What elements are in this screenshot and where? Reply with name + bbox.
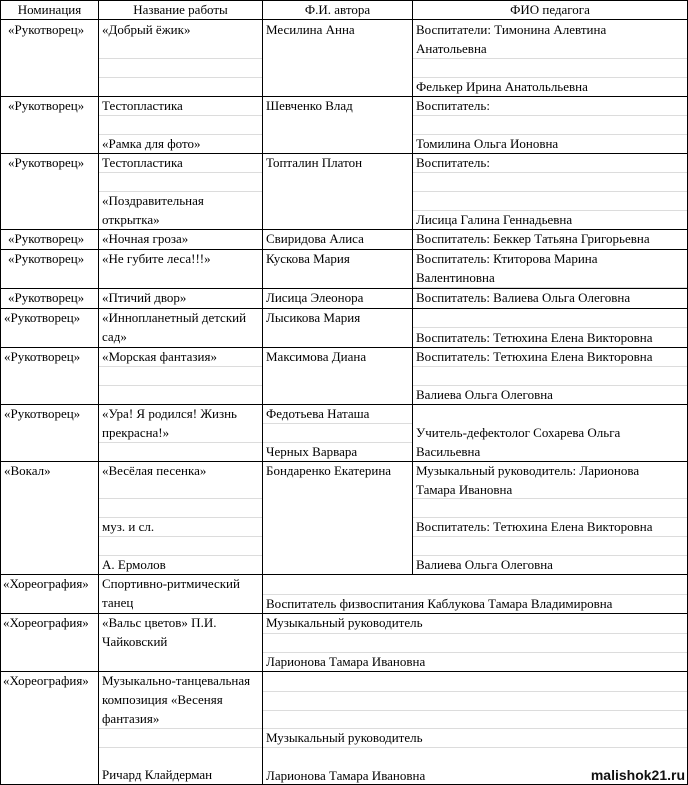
work-title-text: Спортивно-ритмический [102,576,240,591]
watermark-text: malishok21.ru [590,767,685,783]
nomination-cell: «Рукотворец» [8,155,85,170]
merged-author-teacher-text: Музыкальный руководитель [266,730,423,745]
teacher-text: Воспитатель: [416,155,490,170]
author-name: Свиридова Алиса [266,231,364,246]
work-title-text: муз. и сл. [102,519,155,534]
work-title-text: танец [102,595,134,610]
nomination-cell: «Рукотворец» [4,310,81,325]
teacher-text: Васильевна [416,444,481,459]
work-title-text: сад» [102,329,127,344]
teacher-text: Валиева Ольга Олеговна [416,387,553,402]
author-name: Лисица Элеонора [266,290,364,305]
teacher-text: Музыкальный руководитель: Ларионова [416,463,640,478]
nomination-cell: «Рукотворец» [4,406,81,421]
teacher-text: Воспитатель: Ктиторова Марина [416,251,598,266]
work-title-text: Чайковский [102,634,168,649]
work-title-text: композиция «Весеняя [102,692,223,707]
author-name: Черных Варвара [266,444,358,459]
teacher-text: Воспитатель: Тетюхина Елена Викторовна [416,349,653,364]
nomination-cell: «Рукотворец» [8,22,85,37]
work-title-text: «Вальс цветов» П.И. [102,615,217,630]
teacher-text: Воспитатели: Тимонина Алевтина [416,22,607,37]
author-name: Лысикова Мария [266,310,361,325]
teacher-text: Лисица Галина Геннадьевна [416,212,573,227]
work-title-text: А. Ермолов [102,557,166,572]
author-name: Бондаренко Екатерина [266,463,392,478]
column-header-nomination: Номинация [17,2,82,17]
merged-author-teacher-text: Ларионова Тамара Ивановна [266,768,426,783]
teacher-text: Воспитатель: Тетюхина Елена Викторовна [416,519,653,534]
column-header-work-title: Название работы [133,2,228,17]
author-name: Шевченко Влад [266,98,353,113]
nomination-cell: «Хореография» [3,576,89,591]
work-title-text: «Иннопланетный детский [102,310,247,325]
column-header-teacher: ФИО педагога [510,2,590,17]
column-header-author: Ф.И. автора [304,2,371,17]
merged-author-teacher-text: Музыкальный руководитель [266,615,423,630]
teacher-text: Валиева Ольга Олеговна [416,557,553,572]
work-title-text: Музыкально-танцевальная [102,673,251,688]
work-title-text: открытка» [102,212,160,227]
work-title-text: «Ура! Я родился! Жизнь [102,406,237,421]
work-title-text: Ричард Клайдерман [102,767,213,782]
teacher-text: Воспитатель: [416,98,490,113]
work-title-text: «Весёлая песенка» [102,463,207,478]
work-title-text: «Ночная гроза» [102,231,189,246]
teacher-text: Валентиновна [416,270,495,285]
teacher-text: Томилина Ольга Ионовна [416,136,559,151]
author-name: Кускова Мария [266,251,350,266]
work-title-text: Тестопластика [102,155,183,170]
teacher-text: Учитель-дефектолог Сохарева Ольга [416,425,621,440]
work-title-text: прекрасна!» [102,425,170,440]
teacher-text: Воспитатель: Валиева Ольга Олеговна [416,290,631,305]
nomination-cell: «Хореография» [3,673,89,688]
teacher-text: Фелькер Ирина Анатольльевна [416,79,588,94]
author-name: Федотьева Наташа [266,406,370,421]
nomination-cell: «Рукотворец» [8,290,85,305]
nomination-cell: «Рукотворец» [8,231,85,246]
work-title-text: «Добрый ёжик» [102,22,191,37]
work-title-text: «Не губите леса!!!» [102,251,211,266]
work-title-text: «Рамка для фото» [102,136,201,151]
teacher-text: Тамара Ивановна [416,482,513,497]
work-title-text: «Птичий двор» [102,290,187,305]
merged-author-teacher-text: Воспитатель физвоспитания Каблукова Тамара Владимировна [266,596,613,611]
nomination-cell: «Рукотворец» [8,251,85,266]
merged-author-teacher-text: Ларионова Тамара Ивановна [266,654,426,669]
teacher-text: Воспитатель: Беккер Татьяна Григорьевна [416,231,650,246]
nomination-cell: «Рукотворец» [4,349,81,364]
teacher-text: Воспитатель: Тетюхина Елена Викторовна [416,330,653,345]
work-title-text: фантазия» [102,711,160,726]
work-title-text: «Поздравительная [102,193,204,208]
teacher-text: Анатольевна [416,41,487,56]
author-name: Максимова Диана [266,349,367,364]
author-name: Месилина Анна [266,22,355,37]
nomination-cell: «Рукотворец» [8,98,85,113]
nomination-cell: «Хореография» [3,615,89,630]
nomination-cell: «Вокал» [4,463,51,478]
author-name: Топталин Платон [266,155,363,170]
work-title-text: «Морская фантазия» [102,349,217,364]
work-title-text: Тестопластика [102,98,183,113]
